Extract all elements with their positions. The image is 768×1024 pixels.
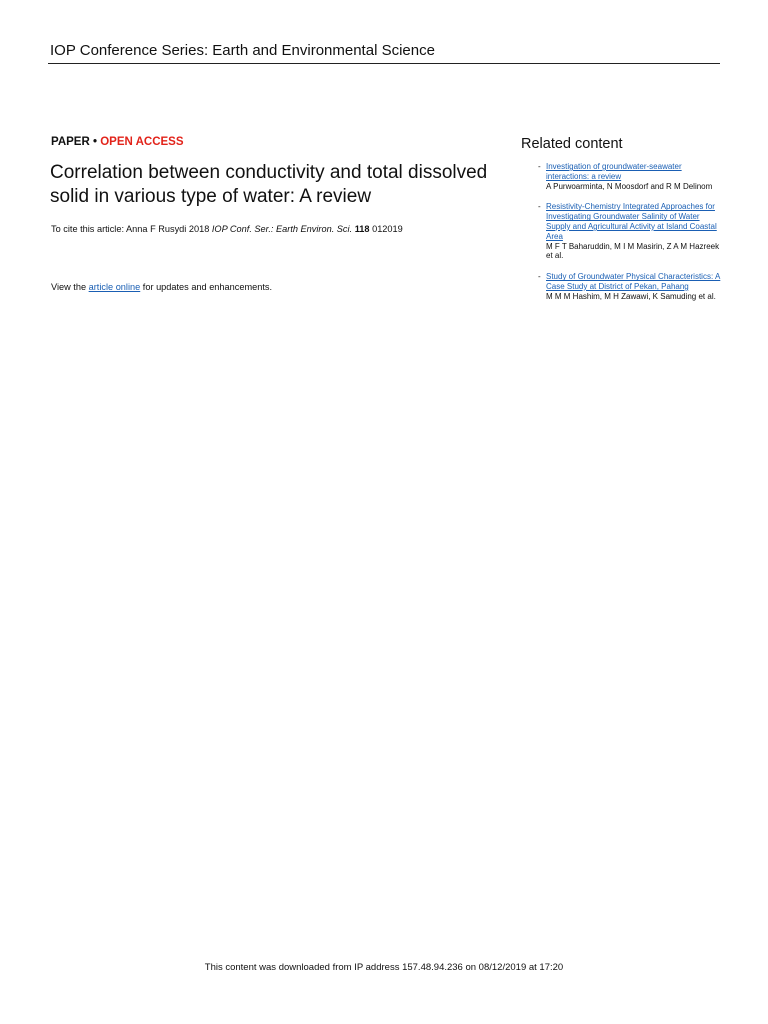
open-access-label: OPEN ACCESS [100, 136, 184, 148]
paper-access-line [51, 136, 184, 148]
list-dash: - [538, 202, 541, 212]
separator-dot: • [92, 136, 98, 148]
download-footer: This content was downloaded from IP address 157.48.94.236 on 08/12/2019 at 17:20 [204, 962, 564, 973]
cite-volume: 118 [354, 224, 370, 234]
related-item [538, 162, 723, 191]
cite-number: 012019 [372, 224, 403, 234]
citation-line [51, 224, 403, 234]
view-online-line [51, 282, 272, 292]
list-dash: - [538, 272, 541, 282]
related-item-link[interactable]: Investigation of groundwater-seawater interactions: a review [546, 162, 682, 181]
view-prefix: View the [51, 282, 87, 292]
cite-prefix: To cite this article: Anna F Rusydi 2018 [51, 224, 210, 234]
related-item [538, 272, 723, 301]
paper-label: PAPER [51, 136, 90, 148]
cite-journal: IOP Conf. Ser.: Earth Environ. Sci. [211, 224, 353, 234]
related-content-list [538, 162, 723, 313]
journal-header: IOP Conference Series: Earth and Environmental Science [50, 42, 435, 59]
related-content-heading: Related content [521, 136, 623, 152]
list-dash: - [538, 162, 541, 171]
related-item-authors: M F T Baharuddin, M I M Masirin, Z A M Hazreek et al. [546, 241, 720, 261]
related-item-link[interactable]: Study of Groundwater Physical Characteristics: A Case Study at District of Pekan, Pahang [546, 272, 721, 291]
article-online-link[interactable]: article online [88, 282, 141, 292]
view-suffix: for updates and enhancements. [142, 282, 273, 292]
related-item-authors: M M M Hashim, M H Zawawi, K Samuding et al. [546, 291, 716, 301]
article-title: Correlation between conductivity and total dissolved solid in various type of water: A review [50, 162, 488, 207]
header-divider [48, 63, 720, 64]
related-item-link[interactable]: Resistivity-Chemistry Integrated Approaches for Investigating Groundwater Salinity of Water Supply and Agricultural Activity at Island Coastal Area [546, 202, 717, 241]
related-item-authors: A Purwoarminta, N Moosdorf and R M Delinom [546, 181, 713, 191]
related-item [538, 202, 723, 261]
